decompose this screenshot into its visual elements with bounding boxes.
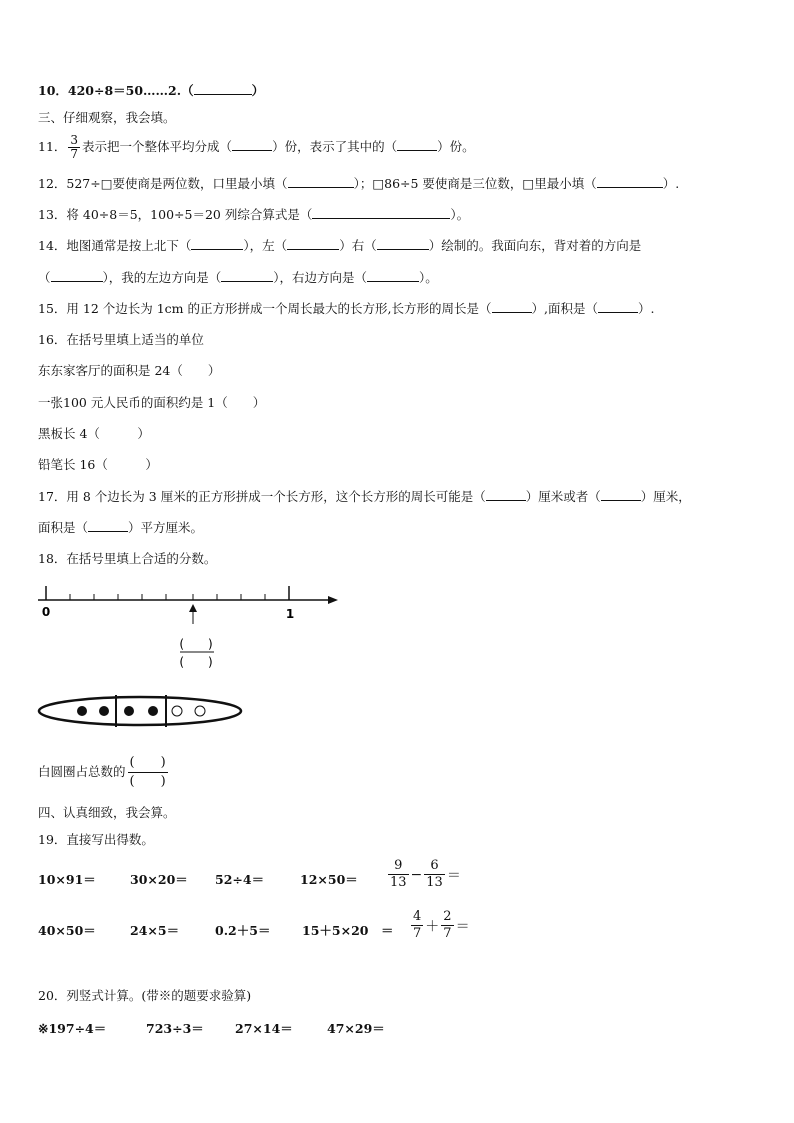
question-20-title: 20．列竖式计算。(带※的题要求验算): [38, 988, 252, 1003]
number-line: [30, 580, 350, 680]
question-14-line-2: （ ），我的左边方向是（ ），右边方向是（ ）。: [38, 270, 438, 285]
question-16-title: 16．在括号里填上适当的单位: [38, 332, 204, 347]
question-17-line-1: 17．用 8 个边长为 3 厘米的正方形拼成一个长方形，这个长方形的周长可能是（ ）厘米或者（ ）厘米，: [38, 489, 691, 504]
question-17-line-2: 面积是（ ）平方厘米。: [38, 520, 204, 535]
answer-blank[interactable]: [51, 270, 103, 282]
answer-blank[interactable]: [312, 207, 450, 219]
empty-circle: [195, 706, 205, 716]
empty-circle: [172, 706, 182, 716]
calc-item: 40×50＝: [38, 923, 96, 938]
calc-item: 15＋5×20 ＝: [302, 923, 394, 938]
label-one: 1: [285, 607, 295, 621]
calc-item: 24×5＝: [130, 923, 180, 938]
answer-blank[interactable]: [601, 489, 641, 501]
question-15: 15．用 12 个边长为 1cm 的正方形拼成一个周长最大的长方形,长方形的周长是（ ）,面积是（ ）.: [38, 301, 655, 316]
circles-ellipse-figure: [36, 693, 248, 729]
answer-blank[interactable]: [88, 520, 128, 532]
answer-fraction[interactable]: $\frac{( )}{( )}$: [129, 755, 166, 789]
answer-blank[interactable]: [597, 176, 663, 188]
answer-paren-top: ( ): [179, 637, 213, 651]
question-16-item[interactable]: 铅笔长 16（ ）: [38, 457, 158, 472]
calc-item: 0.2＋5＝: [215, 923, 271, 938]
calc-item: 723÷3＝: [146, 1021, 204, 1036]
number-line-arrowhead: [328, 596, 338, 604]
calc-item: 30×20＝: [130, 872, 188, 887]
calc-item: 47×29＝: [327, 1021, 385, 1036]
question-12: 12．527÷□要使商是两位数，口里最小填（ ）；□86÷5 要使商是三位数，□里最小填（ ）.: [38, 176, 680, 191]
question-10: 10．420÷8＝50……2.（ ）: [38, 83, 265, 98]
answer-blank[interactable]: [377, 238, 429, 250]
question-14-line-1: 14．地图通常是按上北下（ ），左（ ）右（ ）绘制的。我面向东，背对着的方向是: [38, 238, 642, 253]
filled-circle: [99, 706, 109, 716]
calc-fraction-item: $\frac{4}{7}$ ＋ $\frac{2}{7}$ ＝: [413, 909, 470, 941]
section-4-heading: 四、认真细致，我会算。: [38, 805, 176, 820]
answer-blank[interactable]: [191, 238, 243, 250]
answer-blank[interactable]: [287, 238, 339, 250]
filled-circle: [148, 706, 158, 716]
calc-fraction-item: $\frac{9}{13}$ − $\frac{6}{13}$ ＝: [390, 858, 461, 890]
pointer-arrow-head: [189, 604, 197, 612]
question-16-item[interactable]: 黑板长 4（ ）: [38, 426, 150, 441]
answer-blank[interactable]: [367, 270, 419, 282]
answer-blank[interactable]: [232, 139, 272, 151]
label-zero: 0: [41, 605, 51, 619]
calc-item: ※197÷4＝: [38, 1021, 107, 1036]
fraction-3-7: $\frac{3}{7}$: [70, 133, 79, 161]
question-18-title: 18．在括号里填上合适的分数。: [38, 551, 217, 566]
calc-item: 10×91＝: [38, 872, 96, 887]
calc-item: 27×14＝: [235, 1021, 293, 1036]
question-13: 13．将 40÷8＝5，100÷5＝20 列综合算式是（ ）。: [38, 207, 470, 222]
filled-circle: [124, 706, 134, 716]
answer-blank[interactable]: [397, 139, 437, 151]
question-16-item[interactable]: 东东家客厅的面积是 24（ ）: [38, 363, 221, 378]
question-11: 11． $\frac{3}{7}$ 表示把一个整体平均分成（ ）份，表示了其中的（ ）份。: [38, 133, 475, 161]
question-16-item[interactable]: 一张100 元人民币的面积约是 1（ ）: [38, 395, 266, 410]
question-19-title: 19．直接写出得数。: [38, 832, 154, 847]
answer-blank[interactable]: [288, 176, 354, 188]
answer-blank[interactable]: [194, 83, 252, 95]
section-3-heading: 三、仔细观察，我会填。: [38, 110, 176, 125]
answer-paren-bottom: ( ): [179, 655, 213, 669]
answer-blank[interactable]: [486, 489, 526, 501]
calc-item: 52÷4＝: [215, 872, 265, 887]
answer-blank[interactable]: [492, 301, 532, 313]
ellipse-outline: [39, 697, 241, 725]
white-circle-question: 白圆圈占总数的 $\frac{( )}{( )}$: [38, 755, 166, 789]
answer-blank[interactable]: [598, 301, 638, 313]
calc-item: 12×50＝: [300, 872, 358, 887]
filled-circle: [77, 706, 87, 716]
answer-blank[interactable]: [221, 270, 273, 282]
